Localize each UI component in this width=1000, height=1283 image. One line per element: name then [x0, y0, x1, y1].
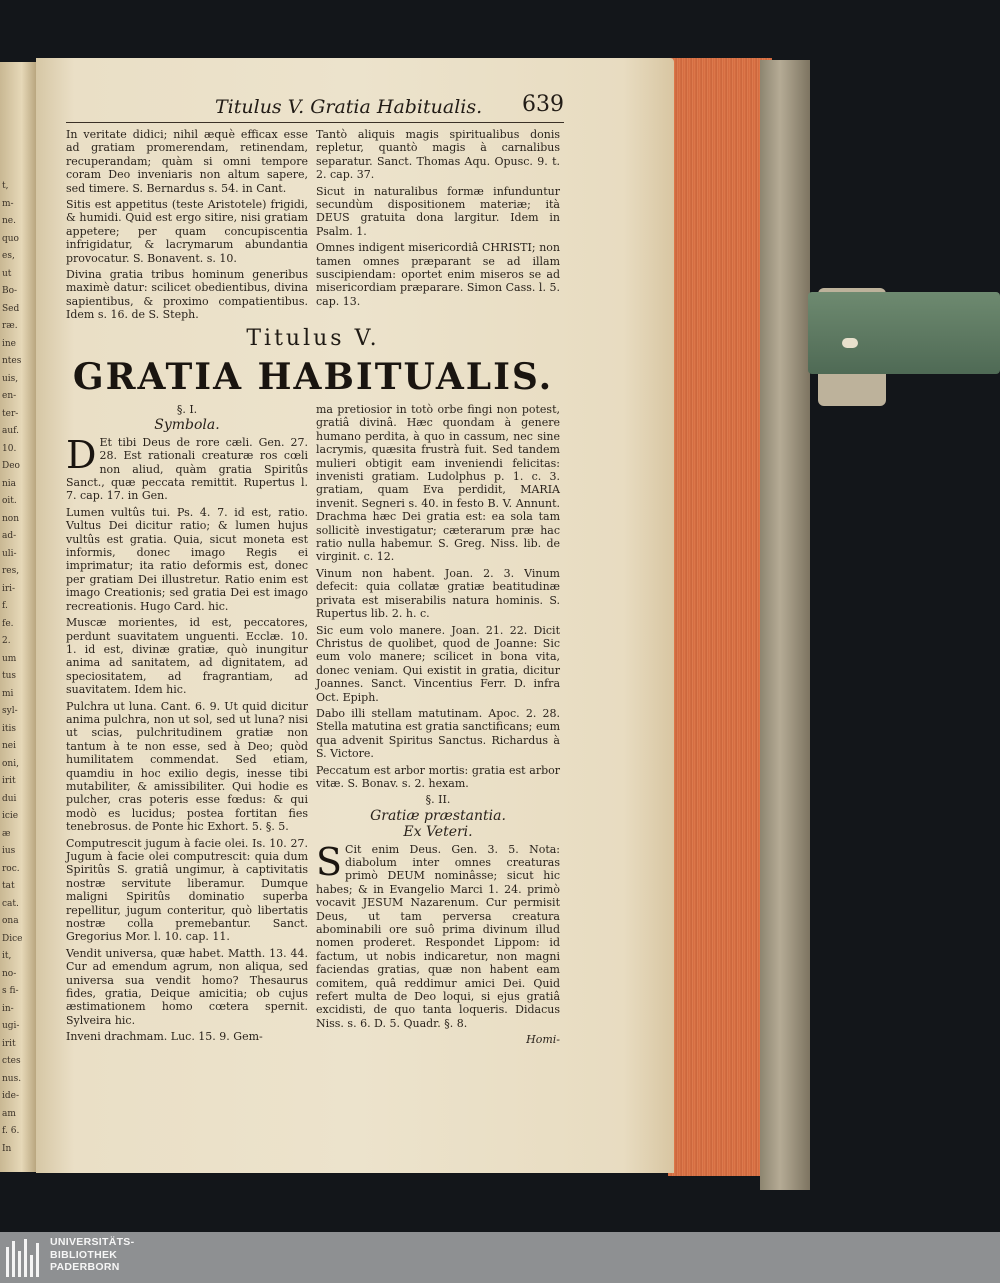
- left-page-fragment: ctes: [2, 1056, 21, 1066]
- paragraph: Sic eum volo manere. Joan. 21. 22. Dicit Christus de quolibet, quod de Joanne: Sic eum volo manere; scilicet in bona vita, donec veniam. Qui existit in gratia, dicitur Joannes. Sanct. Vincentius Ferr. D. infra Oct. Epiph.: [316, 623, 560, 704]
- left-page-fragment: irit: [2, 1038, 16, 1049]
- section-subtitle: Ex Veteri.: [403, 824, 473, 841]
- left-page-fragment: ugi-: [2, 1021, 20, 1031]
- left-page-fragment: In: [2, 1143, 12, 1154]
- left-page-fragment: ter-: [2, 408, 19, 419]
- left-page-edge: [0, 62, 36, 1172]
- paragraph: [66, 432, 308, 503]
- paragraph: Dabo illi stellam matutinam. Apoc. 2. 28. Stella matutina est gratia sanctificans; eum qua advenit Spiritus Sanctus. Richardus à S. Victore.: [316, 706, 560, 761]
- paragraph: Sitis est appetitus (teste Aristotele) frigidi, & humidi. Quid est ergo sitire, nisi gratiam appetere; per quam concupiscentia infrigidatur, & lacrymarum abundantia provocatur. S. Bonavent. s. 10.: [66, 198, 308, 265]
- drop-capital: S: [316, 839, 343, 884]
- paragraph: ma pretiosior in totò orbe fingi non potest, gratiâ divinâ. Hæc quondam à genere humano perdita, à quo in cassum, nec sine lacrymis, quæsita frustrà fuit. Sed tandem mulieri obtigit eam inveniendi felicitas: invenisti gratiam. Ludolphus p. 1. c. 3. gratiam, quam Eva perdidit, MARIA invenit. Segneri s. 40. in festo B. V. Annunt. Drachma hæc Dei gratia est: ea sola tam sollicitè investigatur; cæterarum præ hac ratio nulla habemur. S. Greg. Niss. lib. de virginit. c. 12.: [316, 403, 560, 564]
- left-page-fragment: in-: [2, 1003, 14, 1014]
- top-right-column: [316, 128, 560, 311]
- left-page-fragment: f.: [2, 601, 8, 611]
- left-page-fragment: cat.: [2, 898, 19, 909]
- left-page-fragment: icie: [2, 811, 19, 821]
- left-page-fragment: no-: [2, 968, 17, 979]
- paragraph: In veritate didici; nihil æquè efficax esse ad gratiam promerendam, retinendam, recuperandam; quàm si omni tempore coram Deo inveniaris non altum sapere, sed timere. S. Bernardus s. 54. in Cant.: [66, 128, 308, 195]
- left-page-fragment: mi: [2, 688, 14, 699]
- paragraph: Omnes indigent misericordiâ CHRISTI; non tamen omnes præparant se ad illam suscipiendam: oportet enim miseros se ad misericordiam præparare. Simon Cass. l. 5. cap. 13.: [316, 241, 560, 308]
- section-mark: §. I.: [176, 403, 198, 416]
- left-page-fragment: Sed: [2, 303, 20, 314]
- left-page-fragment: ne.: [2, 216, 16, 226]
- left-column: [66, 403, 308, 1047]
- top-left-column: [66, 128, 308, 325]
- catchword: Homi-: [526, 1033, 560, 1047]
- left-page-fragment: ide-: [2, 1091, 20, 1101]
- library-name: [50, 1236, 134, 1274]
- left-page-fragment: ius: [2, 846, 16, 856]
- entry-text: Et tibi Deus de rore cæli. Gen. 27. 28. Est rationali creaturæ ros cœli non aliud, quàm gratia Spiritûs Sanct., quæ peccata remittit. Rupertus l. 7. cap. 17. in Gen.: [66, 435, 308, 503]
- library-name-line: PADERBORN: [50, 1261, 120, 1273]
- section-subtitle: Gratiæ præstantia.: [370, 807, 506, 824]
- library-name-line: BIBLIOTHEK: [50, 1248, 118, 1261]
- library-footer-bar: [0, 1232, 1000, 1283]
- paragraph: Peccatum est arbor mortis: gratia est arbor vitæ. S. Bonav. s. 2. hexam.: [316, 763, 560, 790]
- left-page-fragment: iri-: [2, 583, 16, 594]
- title-line-1: Titulus V.: [246, 326, 380, 351]
- paragraph: Lumen vultûs tui. Ps. 4. 7. id est, ratio. Vultus Dei dicitur ratio; & lumen hujus vultûs est gratia. Quia, sicut moneta est informis, donec imago Regis ei imprimatur; ita ratio deformis est, donec per gratiam Dei illustretur. Ratio enim est imago Creationis; sed gratia Dei est imago recreationis. Hugo Card. hic.: [66, 505, 308, 613]
- paragraph: Computrescit jugum à facie olei. Is. 10. 27. Jugum à facie olei computrescit: quia dum Spiritûs S. gratiâ ungimur, à captivitatis nostræ servitute liberamur. Dumque maligni Spiritûs dominatio superba repellitur, jugum conteritur, quò libertatis nostræ colla premebantur. Sanct. Gregorius Mor. l. 10. cap. 11.: [66, 836, 308, 944]
- left-page-fragment: oit.: [2, 496, 17, 506]
- left-page-fragment: m-: [2, 198, 14, 209]
- section-subtitle: Symbola.: [154, 417, 220, 434]
- drop-capital: D: [66, 432, 97, 477]
- left-page-fragment: s fi-: [2, 986, 19, 996]
- left-page-fragment: Dice: [2, 933, 23, 944]
- paragraph: Pulchra ut luna. Cant. 6. 9. Ut quid dicitur anima pulchra, non ut sol, sed ut luna? nisi ut scias, pulchritudinem gratiæ non tantum à te non esse, sed à Deo; quòd humilitatem commendat. Sed etiam, quamdiu in hoc exilio degis, inesse tibi mutabiliter, & amissibiliter. Qui hodie es pulcher, cras poteris esse fœdus: & qui modò es lucidus; postea fortitan fies tenebrosus. de Ponte hic Exhort. 5. §. 5.: [66, 699, 308, 834]
- left-page-fragment: oni,: [2, 758, 19, 769]
- left-page-fragment: ine: [2, 338, 17, 349]
- paragraph: Sicut in naturalibus formæ infunduntur secundùm dispositionem materiæ; ità DEUS gratuita dona largitur. Idem in Psalm. 1.: [316, 184, 560, 238]
- paragraph: Muscæ morientes, id est, peccatores, perdunt suavitatem unguenti. Ecclæ. 10. 1. id est, divinæ gratiæ, quò inungitur anima ad sanitatem, ad dignitatem, ad speciositatem, ad fragrantiam, ad suavitatem. Idem hic.: [66, 616, 308, 697]
- running-title: Titulus V. Gratia Habitualis.: [215, 96, 483, 118]
- left-page-fragment: quo: [2, 233, 19, 244]
- left-page-fragment: res,: [2, 566, 20, 576]
- paragraph: Inveni drachmam. Luc. 15. 9. Gem-: [66, 1030, 263, 1044]
- paragraph: [316, 839, 560, 1031]
- left-page-fragment: æ: [2, 828, 11, 839]
- left-page-fragment: ut: [2, 268, 12, 279]
- left-page-fragment: syl-: [2, 706, 18, 716]
- page-number: 639: [522, 92, 564, 117]
- left-page-fragment: roc.: [2, 863, 20, 874]
- left-page-fragment: 10.: [2, 443, 17, 454]
- left-page-fragment: en-: [2, 391, 17, 401]
- left-page-fragment: nus.: [2, 1073, 22, 1084]
- book-cover-edge: [760, 60, 810, 1190]
- paragraph: Vendit universa, quæ habet. Matth. 13. 44. Cur ad emendum agrum, non aliqua, sed universa sua vendit homo? Thesaurus fides, gratia, Deique amicitia; ob cujus æstimationem homo cœtera spernit. Sylveira hic.: [66, 946, 308, 1027]
- page-block-red-edge: [668, 58, 772, 1176]
- left-page-fragment: t,: [2, 181, 9, 191]
- clasp-rivet: [842, 338, 858, 348]
- section-mark: §. II.: [425, 793, 451, 807]
- right-column: [316, 403, 560, 1050]
- title-line-2: GRATIA HABITUALIS.: [72, 356, 554, 398]
- left-page-fragment: it,: [2, 951, 12, 961]
- left-page-fragment: dui: [2, 793, 17, 804]
- library-logo-icon: [6, 1237, 46, 1277]
- metal-clasp: [808, 292, 1000, 374]
- left-page-fragment: es,: [2, 251, 15, 261]
- left-page-fragment: auf.: [2, 426, 20, 436]
- left-page-fragment: f. 6.: [2, 1126, 20, 1136]
- left-page-fragment: non: [2, 513, 20, 524]
- left-page-fragment: irit: [2, 776, 16, 786]
- left-page-fragment: ona: [2, 916, 19, 926]
- header-rule: [66, 122, 564, 123]
- left-page-fragment: am: [2, 1108, 16, 1119]
- library-name-line: UNIVERSITÄTS-: [50, 1236, 135, 1248]
- left-page-fragment: itis: [2, 723, 16, 734]
- paragraph: Divina gratia tribus hominum generibus maximè datur: scilicet obedientibus, divina sapientibus, & proximo compatientibus. Idem s. 16. de S. Steph.: [66, 268, 308, 322]
- left-page-fragment: Bo-: [2, 286, 18, 296]
- left-page-fragment: uis,: [2, 373, 19, 384]
- left-page-fragment: tat: [2, 881, 15, 891]
- left-page-fragment: ræ.: [2, 321, 18, 331]
- left-page-fragment: fe.: [2, 618, 14, 629]
- left-page-fragment: tus: [2, 671, 17, 681]
- paragraph: Vinum non habent. Joan. 2. 3. Vinum defecit: quia collatæ gratiæ beatitudinæ privata est miserabilis natura hominis. S. Rupertus lib. 2. h. c.: [316, 566, 560, 621]
- left-page-fragment: ntes: [2, 356, 22, 366]
- left-page-fragment: uli-: [2, 548, 17, 559]
- left-page-fragment: nei: [2, 741, 17, 751]
- left-page-fragment: 2.: [2, 636, 11, 646]
- left-page-fragment: ad-: [2, 531, 17, 541]
- left-page-fragment: um: [2, 653, 17, 664]
- left-page-fragment: Deo: [2, 461, 20, 471]
- left-page-fragment: nia: [2, 478, 17, 489]
- entry-text: Cit enim Deus. Gen. 3. 5. Nota: diabolum inter omnes creaturas primò DEUM nominâsse; sicut hic habes; & in Evangelio Marci 1. 24. primò vocavit JESUM Nazarenum. Cur permisit Deus, ut tam perversa creatura abominabili ore suô prima divinum illud nomen proderet. Respondet Lippom: id factum, ut nobis indicaretur, non magni faciendas gratias, quæ non habent eam comitem, quâ reddimur amici Dei. Quid refert multa de Deo loqui, si ejus gratiâ excidisti, de quo tanta loqueris. Didacus Niss. s. 6. D. 5. Quadr. §. 8.: [316, 842, 560, 1030]
- paragraph: Tantò aliquis magis spiritualibus donis repletur, quantò magis à carnalibus separatur. Sanct. Thomas Aqu. Opusc. 9. t. 2. cap. 37.: [316, 128, 560, 182]
